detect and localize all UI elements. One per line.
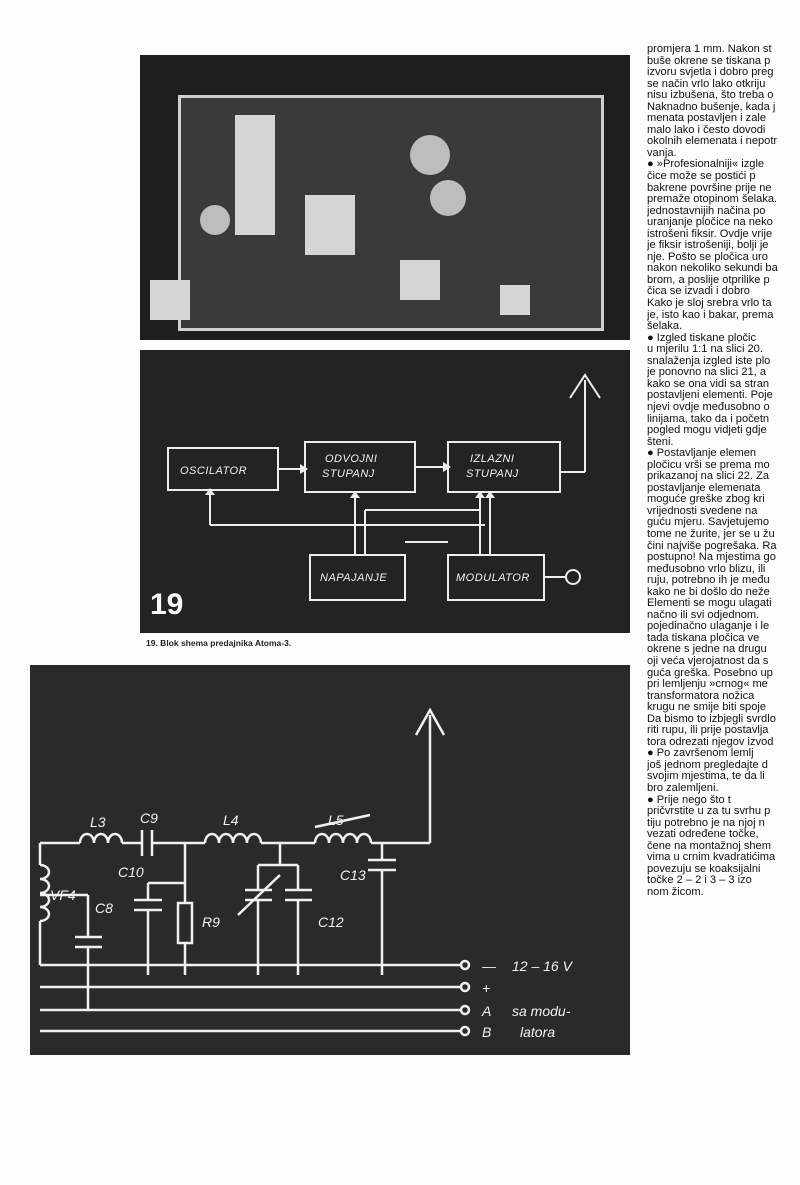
text-line: uranjanje pločice na neko	[647, 216, 773, 229]
text-line: postavljeni elementi. Poje	[647, 389, 773, 402]
text-line: pločicu vrši se prema mo	[647, 458, 770, 471]
text-line: Da bismo to izbjegli svrdlo	[647, 712, 776, 725]
text-line: ● »Profesionalniji« izgle	[647, 158, 765, 171]
text-line: jednostavnijih načina po	[647, 204, 766, 217]
circuit-schematic	[30, 665, 630, 1055]
text-line: postupno! Na mjestima go	[647, 551, 776, 564]
text-line: čica se izvadi i dobro	[647, 285, 750, 298]
text-line: pogled mogu vidjeti gdje	[647, 424, 767, 437]
text-line: se način vrlo lako otkriju	[647, 77, 766, 90]
text-line: čene na montažnoj shem	[647, 839, 771, 852]
text-line: je fiksir istrošeniji, bolji je	[647, 239, 769, 252]
text-line: svojim mjestima, te da li	[647, 770, 765, 783]
text-line: tome ne žurite, jer se u žu	[647, 527, 775, 540]
label-C13: C13	[340, 867, 366, 883]
text-line: šteni.	[647, 435, 674, 448]
label-VF4: VF4	[50, 887, 76, 903]
terminal-sa-modu: sa modu-	[512, 1003, 571, 1019]
board-capacitor	[430, 180, 466, 216]
text-line: njevi ovdje međusobno o	[647, 400, 770, 413]
text-line: Naknadno bušenje, kada j	[647, 100, 776, 113]
text-line: šelaka.	[647, 320, 683, 333]
text-line: malo lako i često dovodi	[647, 123, 766, 136]
block-odvojni-line2: STUPANJ	[322, 468, 375, 480]
text-line: bakrene površine prije ne	[647, 181, 772, 194]
terminal-plus: +	[482, 980, 491, 996]
text-line: bro zalemljeni.	[647, 782, 719, 794]
text-line: snalaženja izgled iste plo	[647, 354, 771, 367]
board-component	[150, 280, 190, 320]
text-line: pričvrstite u za tu svrhu p	[647, 805, 771, 818]
text-line: pri lemljenju »crnog« me	[647, 678, 768, 691]
schematic-svg	[30, 665, 630, 1055]
figure-number: 19	[150, 588, 184, 621]
block-izlazni-line1: IZLAZNI	[470, 453, 515, 465]
label-C9: C9	[140, 810, 158, 826]
text-line: vezati određene točke,	[647, 828, 759, 841]
text-line: čice može se postići p	[647, 170, 756, 183]
text-line: riti rupu, ili prije postavlja	[647, 724, 769, 737]
article-text-column	[647, 44, 800, 1054]
text-line: pojedinačno ulaganje i le	[647, 620, 770, 633]
figure-caption: 19. Blok shema predajnika Atoma-3.	[146, 638, 292, 648]
text-line: ● Po završenom lemlj	[647, 747, 754, 760]
board-capacitor	[410, 135, 450, 175]
text-line: transformatora nožica	[647, 689, 755, 702]
block-diagram	[140, 350, 630, 633]
text-line: linijama, tako da i početn	[647, 412, 770, 425]
text-line: guća greška. Posebno up	[647, 666, 773, 679]
text-line: tora odrezati njegov izvod	[647, 735, 774, 748]
block-napajanje: NAPAJANJE	[320, 572, 388, 584]
text-line: moguće greške zbog kri	[647, 493, 765, 506]
terminal-minus: —	[482, 958, 496, 974]
terminal-B: B	[482, 1024, 492, 1040]
text-line: ● Izgled tiskane pločic	[647, 331, 757, 344]
text-line: kako ne bi došlo do neže	[647, 585, 770, 598]
board-component	[305, 195, 355, 255]
block-modulator: MODULATOR	[456, 572, 530, 584]
text-line: brom, a poslije otprilike p	[647, 273, 770, 286]
label-R9: R9	[202, 914, 220, 930]
text-line: menata postavljen i zale	[647, 112, 767, 125]
block-odvojni-line1: ODVOJNI	[325, 453, 378, 465]
block-izlazni-line2: STUPANJ	[466, 468, 519, 480]
terminal-voltage: 12 – 16 V	[512, 958, 572, 974]
text-line: kako se ona vidi sa stran	[647, 377, 770, 390]
text-line: izvoru svjetla i dobro preg	[647, 66, 774, 79]
text-line: vima u crnim kvadratićima	[647, 851, 776, 864]
text-line: nom žicom.	[647, 885, 704, 898]
text-line: vanja.	[647, 146, 677, 159]
text-line: nje. Pošto se pločica uro	[647, 250, 768, 263]
text-line: vrijednosti svedene na	[647, 504, 758, 517]
text-line: istrošeni fiksir. Ovdje vrije	[647, 227, 773, 240]
block-oscilator: OSCILATOR	[180, 465, 248, 477]
label-L4: L4	[223, 812, 239, 828]
text-line: guću mjeru. Savjetujemo	[647, 516, 770, 529]
label-L5: L5	[328, 812, 344, 828]
board-component	[235, 115, 275, 235]
text-line: čini najviše pogrešaka. Ra	[647, 539, 777, 552]
text-line: nisu izbušena, što treba o	[647, 89, 774, 102]
text-line: točke 2 – 2 i 3 – 3 izo	[647, 874, 752, 887]
text-line: okolnih elemenata i nepotr	[647, 135, 778, 148]
text-line: je, isto kao i bakar, prema	[647, 308, 774, 321]
text-line: ruju, potrebno ih je među	[647, 574, 770, 587]
text-line: Elementi se mogu ulagati	[647, 597, 772, 610]
text-line: Kako je sloj srebra vrlo ta	[647, 297, 772, 310]
text-line: je ponovno na slici 21, a	[647, 366, 767, 379]
text-line: premaže otopinom šelaka.	[647, 193, 778, 206]
text-line: ● Postavljanje elemen	[647, 447, 757, 460]
text-line: ● Prije nego što t	[647, 793, 731, 806]
text-line: tiju potrebno je na njoj n	[647, 816, 765, 829]
block-diagram-svg	[140, 350, 630, 633]
board-component	[400, 260, 440, 300]
text-line: međusobno vrlo blizu, ili	[647, 562, 766, 575]
terminal-A: A	[482, 1003, 492, 1019]
text-line: nakon nekoliko sekundi ba	[647, 262, 778, 275]
label-C10: C10	[118, 864, 144, 880]
text-line: promjera 1 mm. Nakon st	[647, 44, 772, 55]
text-line: načno ili svi odjednom.	[647, 608, 760, 621]
text-line: prikazanoj na slici 22. Za	[647, 470, 770, 483]
text-line: u mjerilu 1:1 na slici 20.	[647, 343, 763, 356]
terminal-latora: latora	[520, 1024, 556, 1040]
board-component	[500, 285, 530, 315]
text-line: povezuju se koaksijalni	[647, 862, 761, 875]
circuit-board-photo	[140, 55, 630, 340]
text-line: okrene s jedne na drugu	[647, 643, 767, 656]
text-line: krugu ne smije biti spoje	[647, 701, 767, 714]
text-line: postavljanje elemenata	[647, 481, 761, 494]
text-line: oji veća vjerojatnost da s	[647, 654, 769, 667]
label-L3: L3	[90, 814, 106, 830]
board-component	[200, 205, 230, 235]
text-line: još jednom pregledajte d	[647, 758, 768, 771]
text-line: buše okrene se tiskana p	[647, 54, 771, 67]
text-line: tada tiskana pločica ve	[647, 631, 760, 644]
label-C8: C8	[95, 900, 113, 916]
label-C12: C12	[318, 914, 344, 930]
